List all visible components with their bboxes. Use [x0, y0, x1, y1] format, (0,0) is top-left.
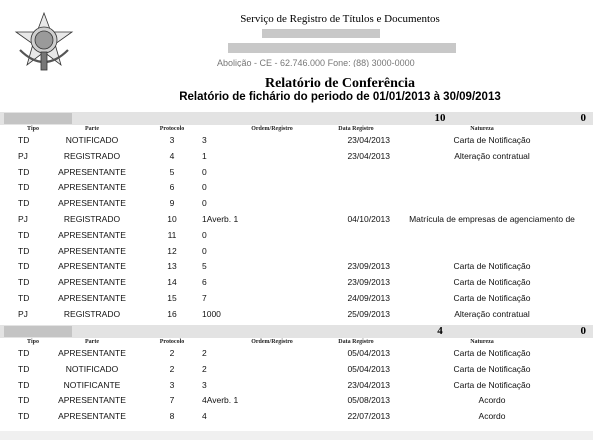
group-band: [0, 325, 593, 338]
cell-parte: NOTIFICANTE: [63, 379, 121, 390]
cell-protocolo: 16: [167, 308, 177, 319]
cell-ordem: 4: [202, 411, 207, 422]
cell-protocolo: 13: [167, 261, 177, 272]
cell-parte: APRESENTANTE: [58, 166, 126, 177]
cell-data: 25/09/2013: [347, 308, 390, 319]
cell-natureza: Matrícula de empresas de agenciamento de: [409, 214, 575, 224]
column-header-natureza: Natureza: [470, 339, 494, 345]
group-count: 4: [437, 325, 443, 337]
cell-data: 05/04/2013: [347, 348, 390, 358]
redacted-line-1: [262, 29, 380, 38]
cell-ordem: 0: [202, 229, 207, 240]
cell-tipo: TD: [18, 348, 30, 358]
cell-data: 23/09/2013: [347, 261, 390, 272]
cell-natureza: Carta de Notificação: [453, 363, 531, 374]
cell-parte: APRESENTANTE: [58, 182, 126, 193]
office-address: Abolição - CE - 62.746.000 Fone: (88) 3000-0000: [217, 59, 415, 67]
cell-protocolo: 3: [169, 135, 175, 145]
cell-ordem: 0: [202, 166, 207, 177]
cell-data: 05/04/2013: [347, 363, 390, 374]
cell-parte: APRESENTANTE: [58, 198, 126, 209]
column-header-natureza: Natureza: [470, 126, 494, 132]
cell-data: 23/04/2013: [347, 150, 390, 161]
cell-natureza: Alteração contratual: [454, 308, 530, 319]
group-count: 10: [434, 112, 446, 124]
cell-ordem: 4Averb. 1: [202, 395, 239, 406]
cell-data: 23/04/2013: [347, 135, 390, 145]
cell-tipo: PJ: [18, 308, 28, 319]
cell-parte: APRESENTANTE: [58, 293, 126, 303]
cell-protocolo: 11: [167, 229, 177, 240]
cell-ordem: 2: [202, 348, 207, 358]
cell-ordem: 6: [202, 277, 207, 288]
cell-data: 04/10/2013: [347, 214, 390, 224]
cell-parte: REGISTRADO: [63, 214, 121, 224]
column-header-parte: Parte: [85, 126, 99, 132]
cell-ordem: 1000: [202, 308, 221, 319]
redacted-line-2: [228, 43, 456, 53]
cell-parte: APRESENTANTE: [58, 395, 126, 406]
cell-protocolo: 4: [169, 150, 175, 161]
cell-natureza: Carta de Notificação: [453, 348, 531, 358]
group-band: [0, 112, 593, 125]
cell-tipo: TD: [18, 379, 30, 390]
cell-ordem: 2: [202, 363, 207, 374]
cell-parte: APRESENTANTE: [58, 229, 126, 240]
cell-tipo: TD: [18, 261, 30, 272]
cell-natureza: Alteração contratual: [454, 150, 530, 161]
cell-parte: APRESENTANTE: [58, 411, 126, 422]
cell-ordem: 3: [202, 379, 207, 390]
cell-data: 23/04/2013: [347, 379, 390, 390]
redacted-group-name: [4, 326, 72, 337]
report-title: Relatório de Conferência: [264, 76, 416, 91]
cell-natureza: Acordo: [478, 411, 506, 422]
column-header-ordem: Ordem/Registro: [251, 339, 293, 345]
coat-of-arms-seal: [12, 10, 76, 74]
cell-tipo: TD: [18, 182, 30, 193]
cell-protocolo: 12: [167, 245, 177, 256]
cell-ordem: 1: [202, 150, 207, 161]
cell-parte: NOTIFICADO: [65, 363, 119, 374]
cell-ordem: 1Averb. 1: [202, 214, 239, 224]
cell-tipo: TD: [18, 245, 30, 256]
cell-tipo: PJ: [18, 150, 28, 161]
cell-parte: NOTIFICADO: [65, 135, 119, 145]
cell-protocolo: 10: [167, 214, 177, 224]
cell-parte: APRESENTANTE: [58, 348, 126, 358]
group-extra-count: 0: [580, 112, 586, 124]
cell-tipo: TD: [18, 277, 30, 288]
column-header-data: Data Registro: [338, 339, 374, 345]
cell-natureza: Carta de Notificação: [453, 261, 531, 272]
column-header-tipo: Tipo: [27, 339, 39, 345]
column-header-protocolo: Protocolo: [159, 339, 185, 345]
cell-parte: REGISTRADO: [63, 150, 121, 161]
office-name: Serviço de Registro de Títulos e Documentos: [240, 13, 440, 25]
cell-tipo: TD: [18, 363, 30, 374]
cell-data: 23/09/2013: [347, 277, 390, 288]
cell-data: 24/09/2013: [347, 293, 390, 303]
cell-natureza: Carta de Notificação: [453, 277, 531, 288]
column-header-data: Data Registro: [338, 126, 374, 132]
cell-protocolo: 5: [169, 166, 175, 177]
cell-protocolo: 3: [169, 379, 175, 390]
redacted-group-name: [4, 113, 72, 124]
report-subtitle: Relatório de fichário do periodo de 01/01/2013 à 30/09/2013: [179, 91, 501, 103]
cell-ordem: 0: [202, 182, 207, 193]
column-header-ordem: Ordem/Registro: [251, 126, 293, 132]
cell-natureza: Carta de Notificação: [453, 135, 531, 145]
cell-natureza: Carta de Notificação: [453, 293, 531, 303]
cell-tipo: TD: [18, 135, 30, 145]
cell-protocolo: 6: [169, 182, 175, 193]
cell-tipo: TD: [18, 395, 30, 406]
cell-data: 05/08/2013: [347, 395, 390, 406]
cell-ordem: 0: [202, 245, 207, 256]
cell-natureza: Acordo: [478, 395, 506, 406]
cell-protocolo: 2: [169, 363, 175, 374]
cell-ordem: 0: [202, 198, 207, 209]
cell-data: 22/07/2013: [347, 411, 390, 422]
cell-protocolo: 15: [167, 293, 177, 303]
cell-protocolo: 9: [169, 198, 175, 209]
cell-tipo: TD: [18, 293, 30, 303]
cell-tipo: PJ: [18, 214, 28, 224]
cell-protocolo: 7: [169, 395, 175, 406]
cell-ordem: 7: [202, 293, 207, 303]
cell-tipo: TD: [18, 198, 30, 209]
cell-natureza: Carta de Notificação: [453, 379, 531, 390]
cell-parte: APRESENTANTE: [58, 277, 126, 288]
cell-parte: APRESENTANTE: [58, 245, 126, 256]
cell-tipo: TD: [18, 229, 30, 240]
column-header-parte: Parte: [85, 339, 99, 345]
cell-tipo: TD: [18, 411, 30, 422]
cell-protocolo: 2: [169, 348, 175, 358]
cell-parte: APRESENTANTE: [58, 261, 126, 272]
column-header-protocolo: Protocolo: [159, 126, 185, 132]
page-footer-strip: [0, 431, 593, 440]
cell-parte: REGISTRADO: [63, 308, 121, 319]
cell-protocolo: 8: [169, 411, 175, 422]
group-extra-count: 0: [580, 325, 586, 337]
column-header-tipo: Tipo: [27, 126, 39, 132]
cell-tipo: TD: [18, 166, 30, 177]
cell-ordem: 5: [202, 261, 207, 272]
cell-ordem: 3: [202, 135, 207, 145]
cell-protocolo: 14: [167, 277, 177, 288]
